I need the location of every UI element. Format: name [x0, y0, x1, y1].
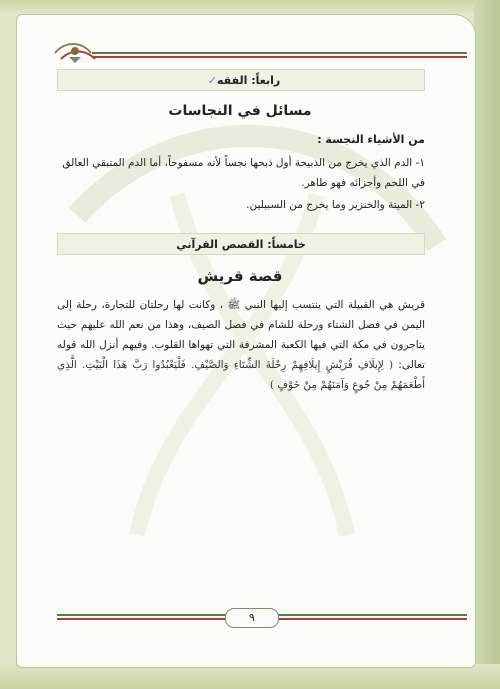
quran-verse: ( لِإِيلَافِ قُرَيْشٍ إِيلَافِهِمْ رِحْلَةَ الشِّتَاءِ وَالصَّيْفِ. فَلْيَعْبُدُوا رَبَّ هَذَا الْبَيْتِ. الَّذِي أَطْعَمَهُمْ مِنْ جُوعٍ وَآمَنَهُمْ مِنْ خَوْفٍ ) [57, 359, 425, 391]
quraish-paragraph [57, 295, 425, 395]
section-five-bar [57, 233, 425, 255]
check-icon: ✓ [207, 73, 217, 87]
scan-edge-right [474, 0, 500, 689]
page-number: ٩ [225, 608, 279, 628]
najasat-title: مسائل في النجاسات [168, 103, 312, 119]
najasat-subheading: من الأشياء النجسة : [317, 133, 425, 146]
najasat-item-1: ١- الدم الذي يخرج من الذبيحة أول ذبحها نجساً لأنه مسفوحاً، أما الدم المتبقي العالق في اللحم وأجزائه فهو طاهر. [62, 157, 425, 189]
section-five-label: خامساً: القصص القرآني [176, 237, 306, 251]
quraish-text: قريش هي القبيلة التي ينتسب إليها النبي ﷺ ، وكانت لها رحلتان للتجارة، رحلة إلى اليمن في فصل الشتاء ورحلة للشام في فصل الصيف، وهذا من نعم الله عليهم حيث يتاجرون في مكة التي فيها الكعبة المشرفة التي تهواها القلوب. وفيهم أنزل الله قوله تعالى: [57, 299, 425, 371]
book-page [16, 14, 476, 668]
najasat-item-2: ٢- الميتة والخنزير وما يخرج من السبيلين. [246, 199, 425, 211]
quraish-title: قصة قريش [197, 267, 283, 285]
header-rule-green [92, 52, 467, 54]
header-rule-red [92, 56, 467, 58]
section-four-label: رابعاً: الفقه [217, 73, 281, 87]
section-four-bar [57, 69, 425, 91]
